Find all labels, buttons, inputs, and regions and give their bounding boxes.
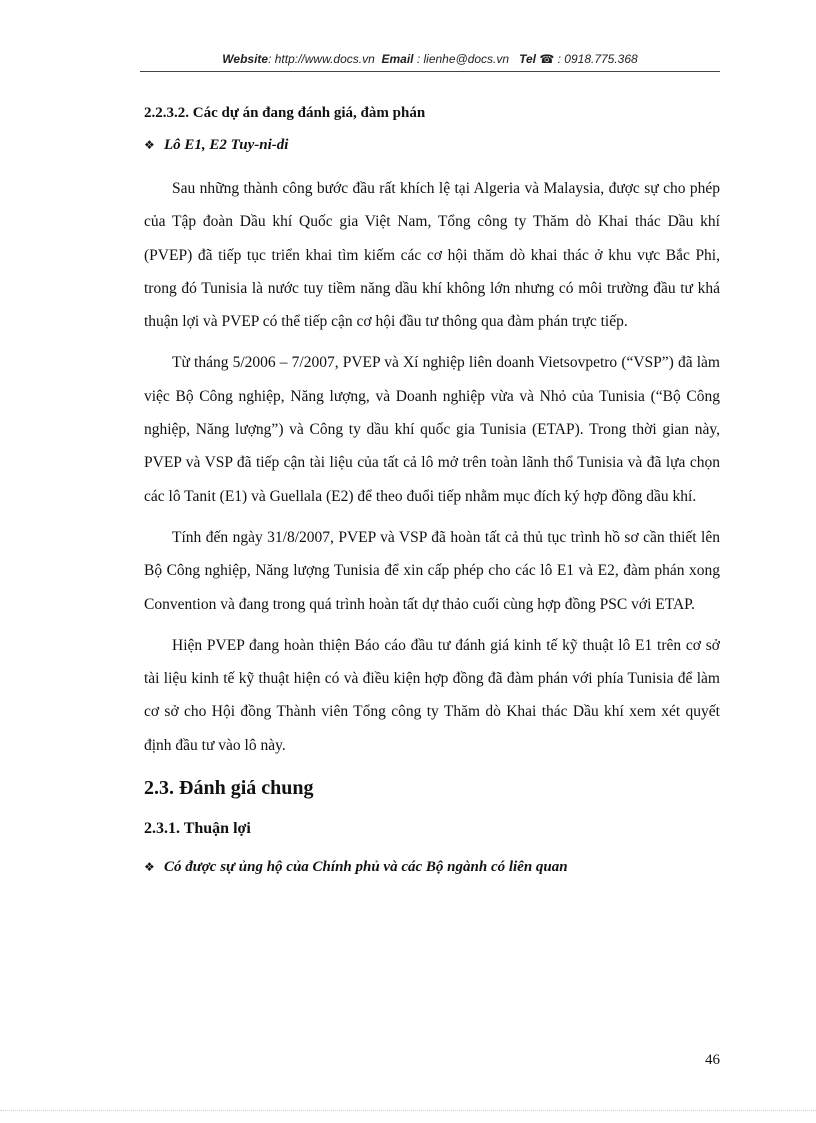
page-content xyxy=(144,100,720,894)
bullet-heading-text: Có được sự ủng hộ của Chính phủ và các Bộ ngành có liên quan xyxy=(164,859,568,876)
section-2232-title: 2.2.3.2. Các dự án đang đánh giá, đàm phán xyxy=(144,105,426,121)
bullet-heading-text: Lô E1, E2 Tuy-ni-di xyxy=(164,137,289,153)
paragraph-2: Từ tháng 5/2006 – 7/2007, PVEP và Xí nghiệp liên doanh Vietsovpetro (“VSP”) đã làm việc Bộ Công nghiệp, Năng lượng, và Doanh nghiệp vừa và Nhỏ của Tunisia (“Bộ Công nghiệp, Năng lượng”) và Công ty dầu khí quốc gia Tunisia (ETAP). Trong thời gian này, PVEP và VSP đã tiếp cận tài liệu của tất cả lô mở trên toàn lãnh thổ Tunisia và đã lựa chọn các lô Tanit (E1) và Guellala (E2) để theo đuổi tiếp nhằm mục đích ký hợp đồng dầu khí. xyxy=(144,354,720,505)
section-23-title: 2.3. Đánh giá chung xyxy=(144,777,314,800)
website-label: Website xyxy=(222,52,269,66)
tel-value: : 0918.775.368 xyxy=(557,52,638,66)
footer-divider xyxy=(0,1110,816,1111)
header-divider xyxy=(140,71,720,72)
section-231-title: 2.3.1. Thuận lợi xyxy=(144,820,251,838)
paragraph-1: Sau những thành công bước đầu rất khích lệ tại Algeria và Malaysia, được sự cho phép của Tập đoàn Dầu khí Quốc gia Việt Nam, Tổng công ty Thăm dò Khai thác Dầu khí (PVEP) đã tiếp tục triển khai tìm kiếm các cơ hội thăm dò khai thác ở khu vực Bắc Phi, trong đó Tunisia là nước tuy tiềm năng dầu khí không lớn nhưng có môi trường đầu tư khá thuận lợi và PVEP có thể tiếp cận cơ hội đầu tư thông qua đàm phán trực tiếp. xyxy=(144,180,720,331)
paragraph-3: Tính đến ngày 31/8/2007, PVEP và VSP đã hoàn tất cả thủ tục trình hồ sơ cần thiết lên Bộ Công nghiệp, Năng lượng Tunisia để xin cấp phép cho các lô E1 và E2, đàm phán xong Convention và đang trong quá trình hoàn tất dự thảo cuối cùng hợp đồng PSC với ETAP. xyxy=(144,528,720,613)
bullet-icon: ❖ xyxy=(144,860,155,875)
page-number: 46 xyxy=(705,1052,720,1068)
email-value[interactable]: : lienhe@docs.vn xyxy=(413,52,510,66)
bullet-heading-support xyxy=(144,854,720,894)
bullet-heading-e1-e2 xyxy=(144,132,720,172)
email-label: Email xyxy=(381,52,414,66)
website-value[interactable]: : http://www.docs.vn xyxy=(268,52,375,66)
phone-icon: ☎ xyxy=(539,52,555,66)
tel-label: Tel xyxy=(519,52,536,66)
paragraph-4: Hiện PVEP đang hoàn thiện Báo cáo đầu tư đánh giá kinh tế kỹ thuật lô E1 trên cơ sở tài liệu kinh tế kỹ thuật hiện có và điều kiện hợp đồng đã đàm phán với phía Tunisia để làm cơ sở cho Hội đồng Thành viên Tổng công ty Thăm dò Khai thác Dầu khí xem xét quyết định đầu tư vào lô này. xyxy=(144,636,720,754)
bullet-icon: ❖ xyxy=(144,138,155,152)
page-header xyxy=(140,52,720,66)
